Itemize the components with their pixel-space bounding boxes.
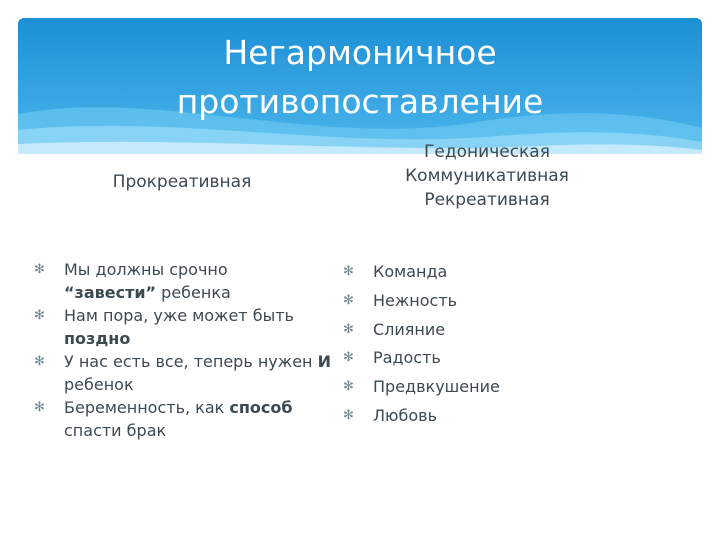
title-line-2: противопоставление — [176, 82, 544, 121]
right-heading-line: Рекреативная — [424, 190, 550, 210]
right-heading-line: Коммуникативная — [405, 166, 569, 186]
item-text: Слияние — [373, 319, 446, 339]
item-text: Нежность — [373, 290, 458, 310]
snowflake-icon: ✻ — [343, 350, 354, 366]
snowflake-icon: ✻ — [34, 262, 45, 277]
item-text: Радость — [373, 348, 441, 368]
snowflake-icon: ✻ — [343, 321, 354, 337]
item-text: Любовь — [373, 405, 438, 425]
list-item — [343, 316, 643, 345]
right-bullet-list — [343, 258, 643, 431]
left-heading-text: Прокреативная — [112, 172, 252, 192]
snowflake-icon: ✻ — [34, 354, 45, 369]
list-item — [34, 258, 334, 304]
snowflake-icon: ✻ — [343, 379, 354, 395]
item-emphasis: И — [317, 352, 331, 371]
snowflake-icon: ✻ — [343, 292, 354, 308]
right-heading-line: Гедоническая — [424, 142, 550, 162]
list-item — [343, 258, 643, 287]
list-item — [343, 402, 643, 431]
item-emphasis: поздно — [64, 329, 131, 348]
left-column-heading — [62, 170, 302, 194]
list-item — [343, 287, 643, 316]
list-item — [34, 396, 334, 442]
item-emphasis: “завести” — [64, 283, 157, 302]
title-line-1: Негармоничное — [223, 33, 497, 72]
snowflake-icon: ✻ — [34, 308, 45, 323]
right-column-heading — [370, 140, 604, 212]
item-text: Команда — [373, 262, 448, 281]
item-text: Беременность, как — [64, 398, 230, 417]
list-item — [34, 350, 334, 396]
item-text: ребенка — [156, 283, 231, 302]
snowflake-icon: ✻ — [343, 407, 354, 423]
list-item — [34, 304, 334, 350]
item-text: Нам пора, уже может быть — [64, 306, 294, 325]
snowflake-icon: ✻ — [34, 400, 45, 415]
list-item — [343, 344, 643, 373]
left-bullet-list — [34, 258, 334, 442]
snowflake-icon: ✻ — [343, 264, 354, 279]
item-text: Мы должны срочно — [64, 260, 228, 279]
item-emphasis: способ — [229, 398, 293, 417]
item-text: У нас есть все, теперь нужен — [64, 352, 318, 371]
item-text: ребенок — [64, 375, 134, 394]
item-text: Предвкушение — [373, 377, 500, 397]
slide-title — [18, 28, 702, 126]
item-text: спасти брак — [64, 421, 167, 440]
list-item — [343, 373, 643, 402]
